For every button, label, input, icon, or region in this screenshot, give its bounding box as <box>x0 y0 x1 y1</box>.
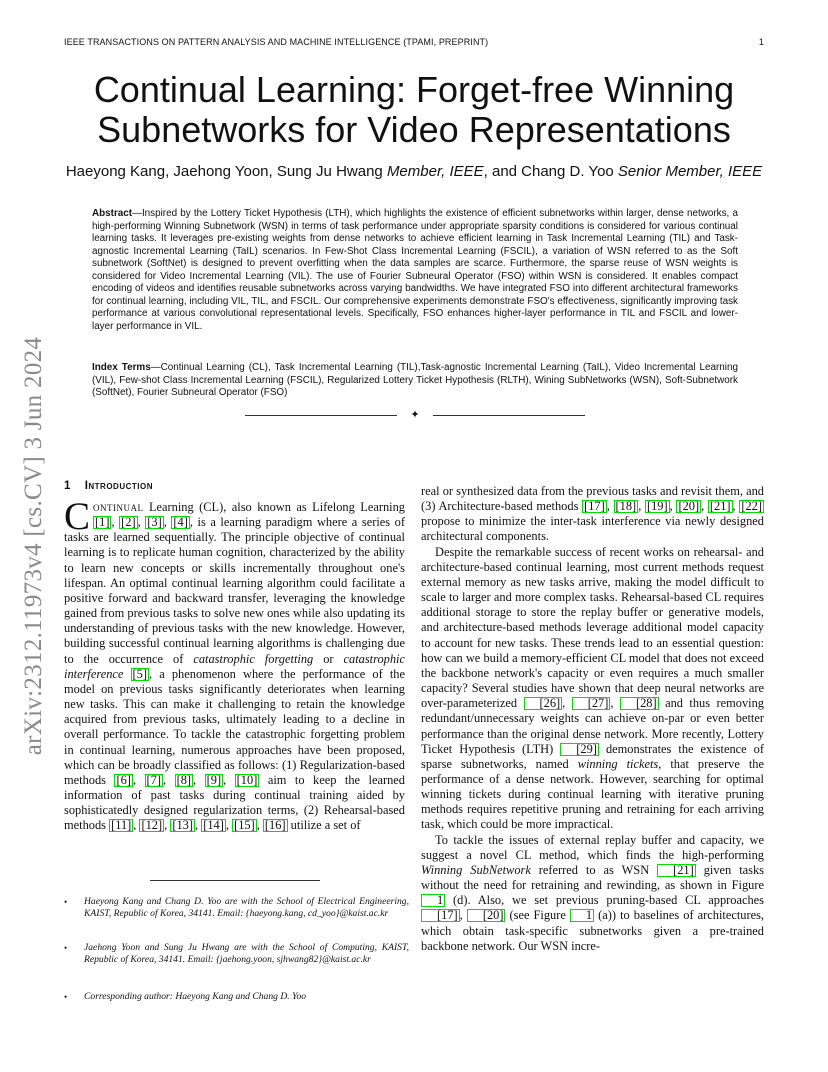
intro-paragraph-3 <box>421 833 764 954</box>
intro-paragraph-2 <box>421 545 764 833</box>
section-title: Introduction <box>84 480 154 492</box>
emphasis-text: Winning SubNetwork <box>421 862 531 877</box>
text: , <box>459 908 467 923</box>
arxiv-stamp-text: arXiv:2312.11973v4 [cs.CV] 3 Jun 2024 <box>20 336 47 756</box>
index-terms-label: Index Terms <box>92 362 151 373</box>
title-line-2: Subnetworks for Video Representations <box>97 109 731 150</box>
citation-link[interactable]: [8] <box>176 772 192 787</box>
citation-link[interactable]: [4] <box>173 515 188 530</box>
divider-line-right <box>433 415 585 416</box>
citation-link[interactable]: [28] <box>620 697 659 710</box>
citation-link[interactable]: [3] <box>147 515 162 530</box>
index-terms <box>92 362 738 400</box>
citation-link[interactable]: [6] <box>116 772 131 787</box>
citation-link[interactable]: [2] <box>121 515 136 530</box>
citation-link[interactable]: [22] <box>741 499 762 514</box>
text: , <box>610 696 620 711</box>
citation-link[interactable]: [26] <box>524 697 563 710</box>
abstract-text: —Inspired by the Lottery Ticket Hypothesis (LTH), which highlights the existence of efficient subnetworks within larger, dense networks, a high-performing Winning Subnetwork (WSN) in terms of task performance under appropriate sparsity conditions is considered for various continual learning tasks. It leverages pre-existing weights from dense networks to achieve efficient learning in Task Incremental Learning (TIL) and Task-agnostic Incremental Learning (TaIL) scenarios. In Few-Shot Class Incremental Learning (FSCIL), a variation of WSN referred to as the Soft subnetwork (SoftNet) is designed to prevent overfitting when the data samples are scarce. Furthermore, the sparse reuse of WSN weights is considered for Video Incremental Learning (VIL). The use of Fourier Subneural Operator (FSO) within WSN is considered. It enables compact encoding of videos and identifies reusable subnetworks across varying bandwidths. We have integrated FSO into different architectural frameworks for continual learning, including VIL, TIL, and FSCIL. Our comprehensive experiments demonstrate FSO's effectiveness, significantly improving task performance at various convolutional representational levels. Specifically, FSO enhances higher-layer performance in TIL and FSCIL and lower-layer performance in VIL. <box>92 208 738 332</box>
emphasis-text: catastrophic interference <box>64 651 405 681</box>
citation-link[interactable]: [14] <box>203 818 224 833</box>
text: , <box>111 515 120 530</box>
text: , <box>669 499 677 514</box>
footnote-text: Jaehong Yoon and Sung Ju Hwang are with the School of Computing, KAIST, Republic of Korea, 34141. Email: {jaehong.yoon, sjhwang82}@kaist.ac.kr <box>84 942 409 965</box>
text: , <box>163 515 172 530</box>
citation-link[interactable]: [16] <box>264 818 286 833</box>
citation-link[interactable]: [9] <box>206 772 222 787</box>
authors-role-1: Member, IEEE <box>386 163 484 180</box>
citation-link[interactable]: [1] <box>95 515 110 530</box>
text: and thus removing redundant/unnecessary weights can achieve on-par or even better performance than the original dense network. More recently, Lottery Ticket Hypothesis (LTH) <box>421 696 765 756</box>
running-header-text: IEEE TRANSACTIONS ON PATTERN ANALYSIS AND MACHINE INTELLIGENCE (TPAMI, PREPRINT) <box>64 37 489 47</box>
text: , <box>225 818 233 833</box>
text: referred to as WSN <box>530 862 658 877</box>
citation-link[interactable]: [20] <box>678 499 700 514</box>
index-terms-text: —Continual Learning (CL), Task Incremental Learning (TIL),Task-agnostic Incremental Learning (TaIL), Video Incremental Learning (VIL), Few-shot Class Incremental Learning (FSCIL), Regularized Lottery Ticket Hypothesis (RLTH), Wining SubNetworks (WSN), Soft-Subnetwork (SoftNet), Fourier Subneural Operator (FSO) <box>92 362 738 398</box>
citation-link[interactable]: [10] <box>236 772 258 787</box>
text: (a)) to baselines of architectures, which obtain task-specific subnetworks given a pre-trained backbone network. Our WSN incre- <box>421 908 765 953</box>
text: Learning (CL), also known as Lifelong Learning <box>143 500 405 514</box>
figure-link[interactable]: 1 <box>570 909 594 922</box>
abstract-label: Abstract <box>92 208 133 219</box>
emphasis-text: winning tickets <box>577 756 659 771</box>
citation-link[interactable]: [12] <box>141 818 163 833</box>
intro-paragraph-1-cont <box>421 484 764 545</box>
text: real or synthesized data from the previous tasks and revisit them, and (3) Architecture-based methods <box>421 484 764 514</box>
footnote-text: Haeyong Kang and Chang D. Yoo are with the School of Electrical Engineering, KAIST, Republic of Korea, 34141. Email: {haeyong.kang, cd_yoo}@kaist.ac.kr <box>84 896 409 919</box>
drop-cap: C <box>64 495 91 538</box>
text: aim to keep the learned information of past tasks during continual training aided by sophisticatedly designed regularization terms, (2) Rehearsal-based methods <box>64 772 405 833</box>
text: , <box>256 818 263 833</box>
abstract <box>92 208 738 333</box>
citation-link[interactable]: [21] <box>657 864 696 877</box>
arxiv-stamp <box>4 296 64 796</box>
citation-link[interactable]: [19] <box>646 499 668 514</box>
text: , that preserve the performance of a dense network. However, searching for optimal winning tickets during continual learning with iterative pruning methods requires repetitive pruning and retraining for each arriving task, which could be more impractical. <box>421 756 764 832</box>
body-column-left <box>64 495 405 833</box>
text: , <box>137 515 146 530</box>
citation-link[interactable]: [15] <box>234 818 255 833</box>
page-number: 1 <box>758 37 764 47</box>
citation-link[interactable]: [21] <box>709 499 731 514</box>
section-number: 1 <box>64 480 71 492</box>
text: , <box>732 499 740 514</box>
citation-link[interactable]: [11] <box>111 818 132 833</box>
text: , <box>195 818 202 833</box>
citation-link[interactable]: [29] <box>560 743 599 756</box>
text: , <box>701 499 708 514</box>
text: , <box>223 772 235 787</box>
bullet: • <box>64 943 68 953</box>
text: utilize a set of <box>287 818 361 833</box>
bullet: • <box>64 897 68 907</box>
citation-link[interactable]: [13] <box>172 818 193 833</box>
text: propose to minimize the inter-task interference via newly designed architectural components. <box>421 514 764 544</box>
bullet: • <box>64 992 68 1002</box>
section-heading <box>64 480 153 492</box>
running-header <box>64 37 764 47</box>
text: To tackle the issues of external replay buffer and capacity, we suggest a novel CL method, which finds the high-performing <box>421 832 764 862</box>
text: (d). Also, we set previous pruning-based CL approaches <box>445 893 764 908</box>
citation-link[interactable]: [17] <box>584 499 605 514</box>
body-column-right <box>421 484 764 954</box>
citation-link[interactable]: [20] <box>467 909 506 922</box>
citation-link[interactable]: [7] <box>146 772 161 787</box>
text: , <box>638 499 645 514</box>
authors-part-1: Haeyong Kang, Jaehong Yoon, Sung Ju Hwang <box>65 163 387 180</box>
text: , <box>562 696 572 711</box>
section-divider <box>245 408 585 422</box>
text: , a phenomenon where the performance of the model on previous tasks significantly deteriorates when learning new tasks. This can make it challenging to retain the knowledge acquired from previous tasks, ultimately leading to a decline in overall performance. To tackle the catastrophic forgetting problem in continual learning, numerous approaches have been proposed, which can be broadly classified as follows: (1) Regularization-based methods <box>64 666 405 787</box>
divider-glyph: ✦ <box>410 409 420 421</box>
text: (see Figure <box>505 908 570 923</box>
divider-line-left <box>245 415 397 416</box>
footnote-rule <box>150 880 320 881</box>
text: , <box>606 499 614 514</box>
text: , is a learning paradigm where a series of tasks are learned sequentially. The principle objective of continual learning is to replicate human cognition, characterized by the ability to learn new concepts or skills incrementally throughout one's lifespan. An optimal continual learning algorithm could facilitate a positive forward and backward transfer, leveraging the knowledge gained from previous tasks to solve new ones while also updating its understanding of previous tasks with the new knowledge. However, building successful continual learning algorithms is challenging due to the occurrence of <box>64 515 405 666</box>
text: , <box>164 818 171 833</box>
text: , <box>133 818 140 833</box>
citation-link[interactable]: [17] <box>421 909 460 922</box>
authors-part-2: , and Chang D. Yoo <box>483 163 618 180</box>
author-list <box>64 163 764 180</box>
text: Despite the remarkable success of recent works on rehearsal- and architecture-based continual learning, most current methods request external memory as new tasks arrive, making the model difficult to scale to larger and more complex tasks. Rehearsal-based CL requires additional storage to store the replay buffer or generative models, and architecture-based methods leverage additional model capacity to account for new tasks. These trends lead to an essential question: how can we build a memory-efficient CL model that does not exceed the backbone network's capacity or even requires a much smaller capacity? Several studies have shown that deep neural networks are over-parameterized <box>421 544 764 711</box>
citation-link[interactable]: [18] <box>615 499 637 514</box>
citation-link[interactable]: [5] <box>132 666 147 681</box>
text <box>123 667 130 681</box>
paper-title <box>64 70 764 150</box>
authors-role-2: Senior Member, IEEE <box>617 163 763 180</box>
title-line-1: Continual Learning: Forget-free Winning <box>93 69 735 110</box>
text: , <box>162 772 175 787</box>
figure-link[interactable]: 1 <box>421 894 445 907</box>
text: or <box>313 651 344 666</box>
citation-link[interactable]: [27] <box>572 697 611 710</box>
text: given tasks without the need for retraining and rewinding, as shown in Figure <box>421 862 764 893</box>
text: demonstrates the existence of sparse subnetworks, named <box>421 741 765 771</box>
footnote-text: Corresponding author: Haeyong Kang and Chang D. Yoo <box>84 991 307 1002</box>
emphasis-text: catastrophic forgetting <box>193 651 314 666</box>
intro-paragraph-1 <box>64 495 405 833</box>
text: , <box>193 772 205 787</box>
small-caps-word: ontinual <box>93 500 144 514</box>
text: , <box>132 772 145 787</box>
